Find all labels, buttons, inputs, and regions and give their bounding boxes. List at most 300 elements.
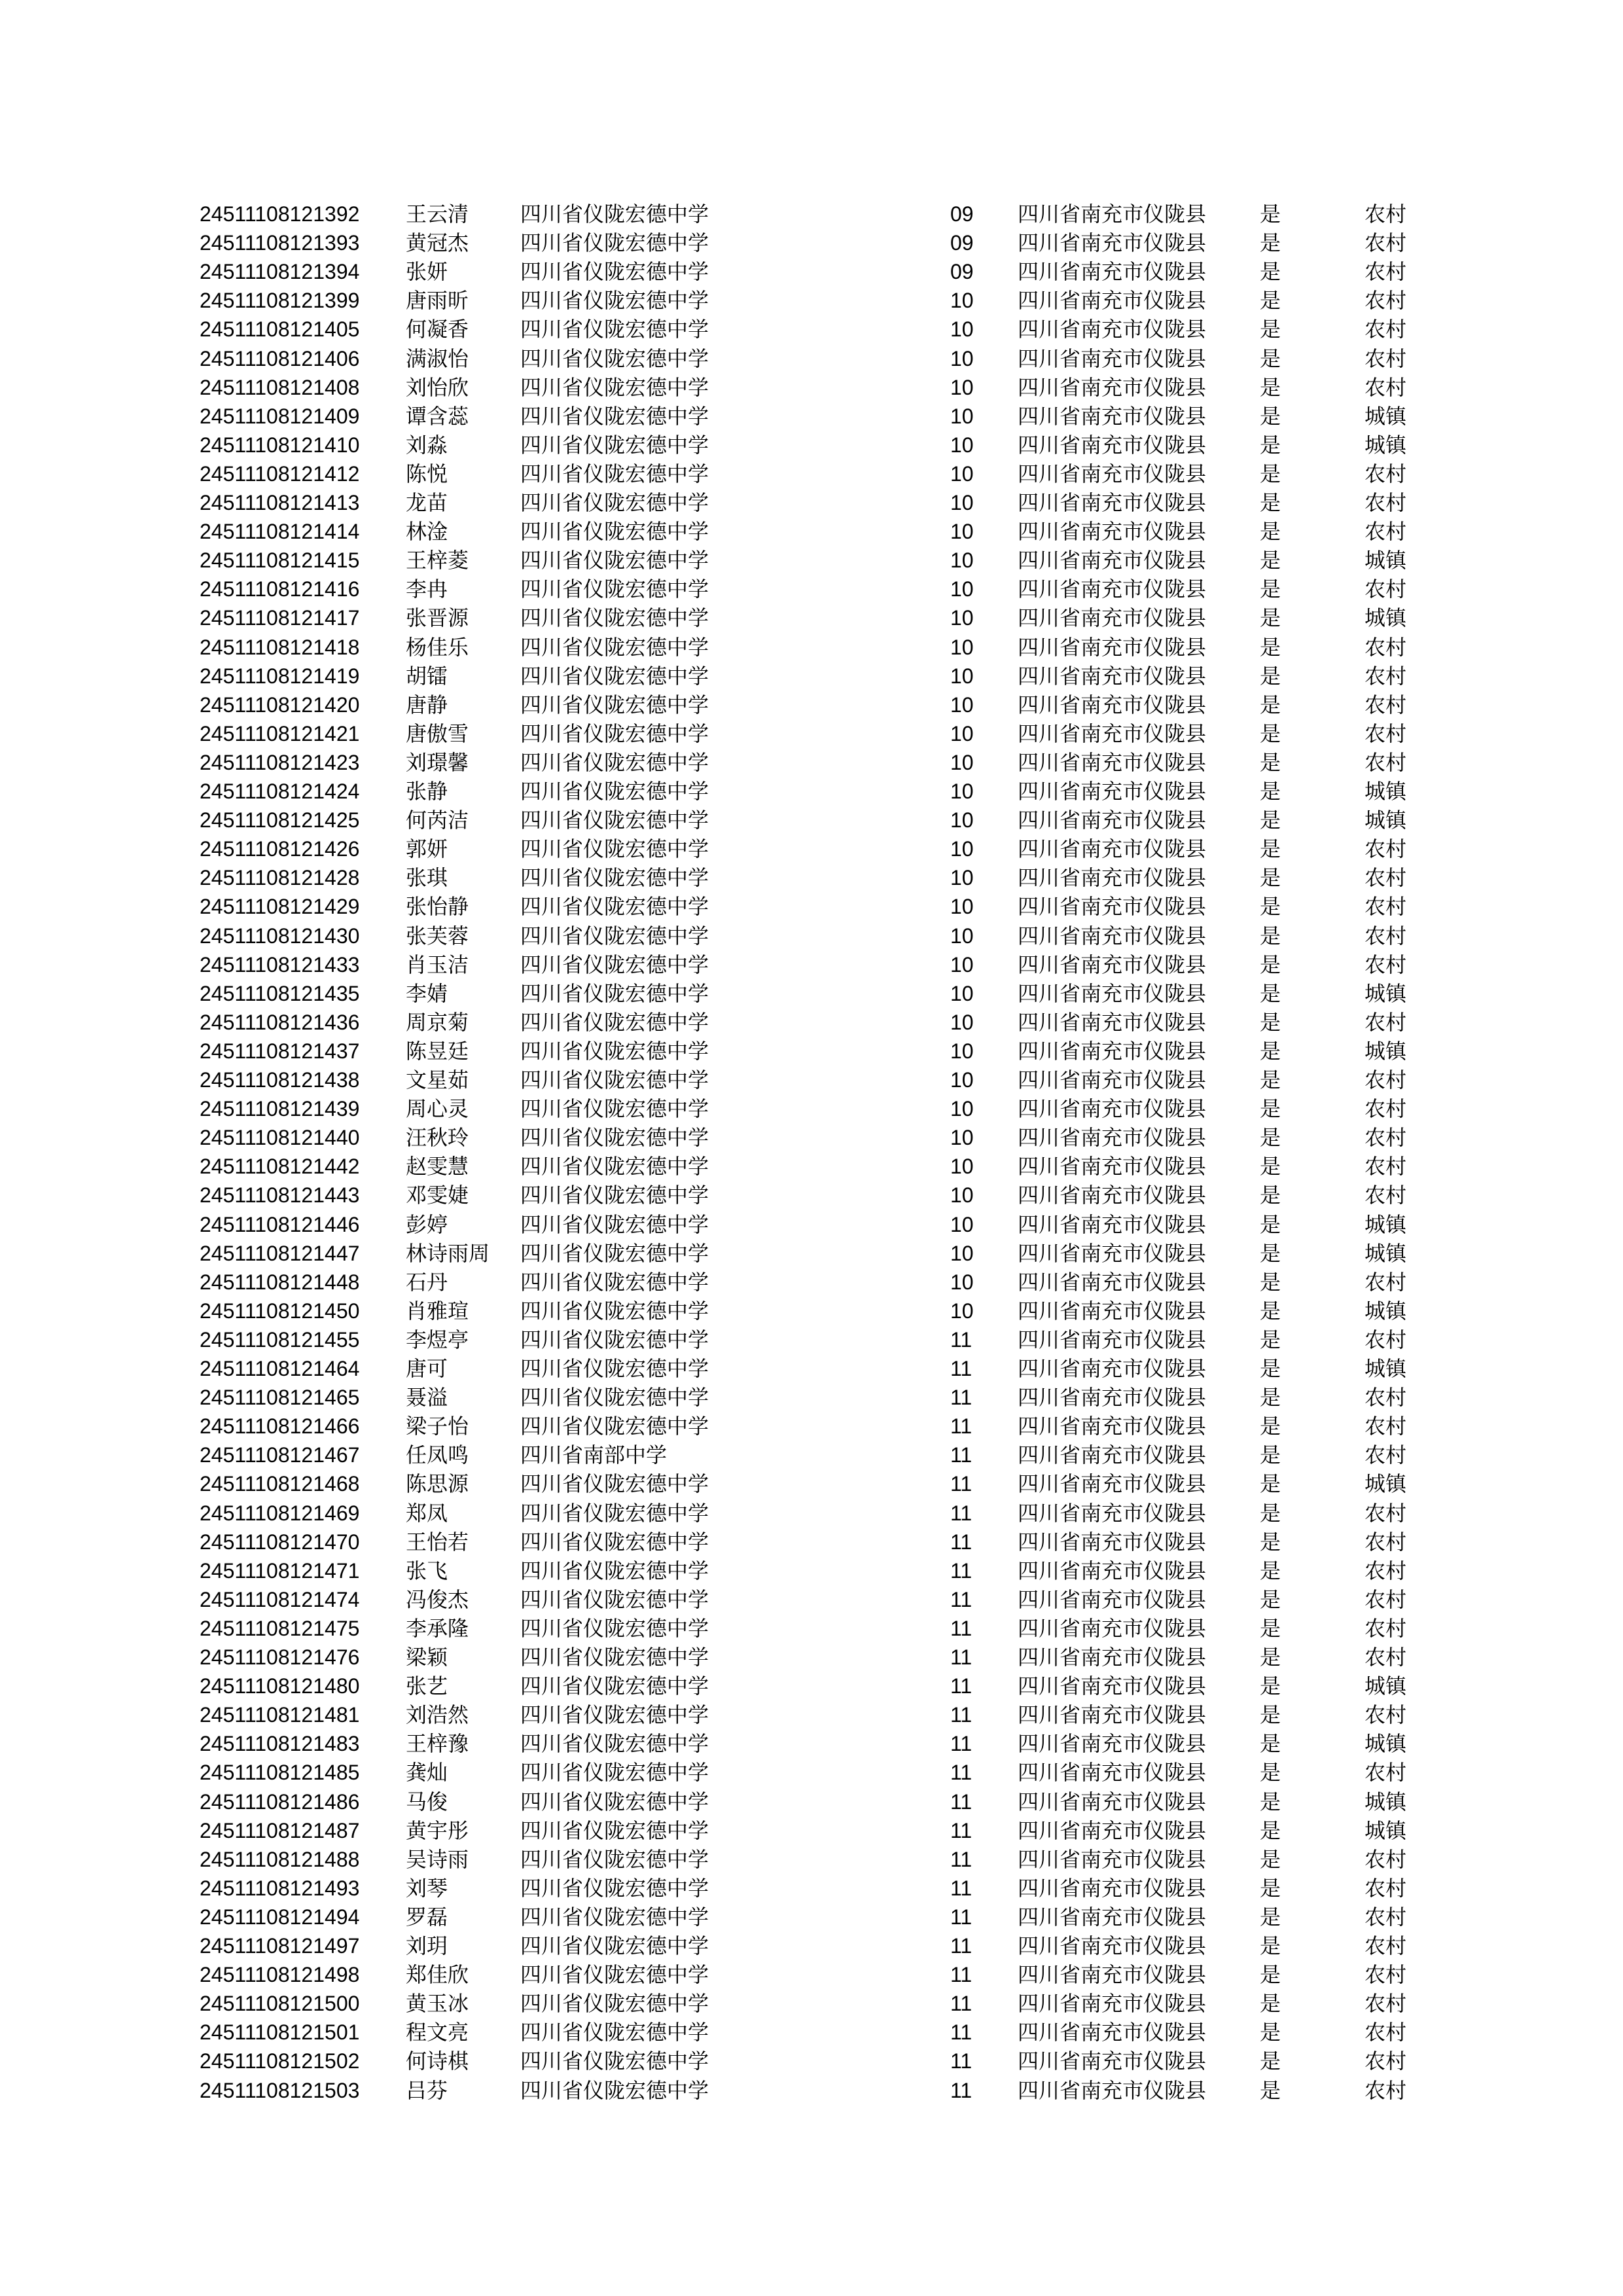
residence-type-cell: 农村 <box>1364 923 1407 948</box>
grade-cell: 10 <box>950 1155 974 1179</box>
school-cell: 四川省仪陇宏德中学 <box>520 230 709 256</box>
table-row <box>0 2047 1623 2075</box>
flag-cell: 是 <box>1260 923 1281 948</box>
table-row <box>0 1268 1623 1297</box>
table-row <box>0 1989 1623 2018</box>
residence-type-cell: 农村 <box>1364 374 1407 400</box>
school-cell: 四川省仪陇宏德中学 <box>520 749 709 775</box>
table-row <box>0 834 1623 863</box>
flag-cell: 是 <box>1260 1587 1281 1612</box>
student-name-cell: 石丹 <box>406 1269 448 1295</box>
region-cell: 四川省南充市仪陇县 <box>1018 1067 1207 1092</box>
student-id-cell: 24511108121423 <box>200 750 360 774</box>
student-name-cell: 杨佳乐 <box>406 634 469 660</box>
grade-cell: 10 <box>950 346 974 370</box>
table-row <box>0 979 1623 1008</box>
student-name-cell: 唐可 <box>406 1356 448 1381</box>
grade-cell: 09 <box>950 260 974 284</box>
student-id-cell: 24511108121439 <box>200 1097 360 1121</box>
region-cell: 四川省南充市仪陇县 <box>1018 403 1207 429</box>
residence-type-cell: 农村 <box>1364 1587 1407 1612</box>
student-name-cell: 周京菊 <box>406 1009 469 1035</box>
flag-cell: 是 <box>1260 1875 1281 1901</box>
table-row <box>0 1614 1623 1643</box>
student-name-cell: 赵雯慧 <box>406 1154 469 1179</box>
student-name-cell: 郭妍 <box>406 836 448 862</box>
region-cell: 四川省南充市仪陇县 <box>1018 894 1207 920</box>
school-cell: 四川省仪陇宏德中学 <box>520 692 709 717</box>
student-id-cell: 24511108121435 <box>200 981 360 1005</box>
school-cell: 四川省仪陇宏德中学 <box>520 1875 709 1901</box>
school-cell: 四川省仪陇宏德中学 <box>520 1298 709 1323</box>
table-row <box>0 286 1623 315</box>
grade-cell: 11 <box>950 1414 972 1439</box>
student-id-cell: 24511108121465 <box>200 1386 360 1410</box>
flag-cell: 是 <box>1260 808 1281 833</box>
region-cell: 四川省南充市仪陇县 <box>1018 634 1207 660</box>
grade-cell: 11 <box>950 1789 972 1814</box>
student-name-cell: 刘玥 <box>406 1933 448 1958</box>
student-name-cell: 罗磊 <box>406 1904 448 1929</box>
residence-type-cell: 农村 <box>1364 1529 1407 1554</box>
student-name-cell: 陈思源 <box>406 1471 469 1497</box>
residence-type-cell: 城镇 <box>1364 605 1407 631</box>
school-cell: 四川省仪陇宏德中学 <box>520 1529 709 1554</box>
table-row <box>0 1152 1623 1181</box>
residence-type-cell: 城镇 <box>1364 808 1407 833</box>
region-cell: 四川省南充市仪陇县 <box>1018 980 1207 1006</box>
grade-cell: 11 <box>950 1501 972 1525</box>
student-name-cell: 满淑怡 <box>406 346 469 371</box>
flag-cell: 是 <box>1260 230 1281 256</box>
student-name-cell: 李婧 <box>406 980 448 1006</box>
table-row <box>0 1037 1623 1066</box>
residence-type-cell: 城镇 <box>1364 980 1407 1006</box>
student-name-cell: 张晋源 <box>406 605 469 631</box>
table-row <box>0 806 1623 834</box>
residence-type-cell: 农村 <box>1364 721 1407 746</box>
residence-type-cell: 农村 <box>1364 2020 1407 2045</box>
flag-cell: 是 <box>1260 490 1281 515</box>
table-row <box>0 1325 1623 1354</box>
student-name-cell: 彭婷 <box>406 1211 448 1237</box>
student-name-cell: 张怡静 <box>406 894 469 920</box>
residence-type-cell: 农村 <box>1364 230 1407 256</box>
school-cell: 四川省仪陇宏德中学 <box>520 1904 709 1929</box>
flag-cell: 是 <box>1260 1702 1281 1728</box>
residence-type-cell: 城镇 <box>1364 779 1407 804</box>
table-row <box>0 863 1623 892</box>
flag-cell: 是 <box>1260 663 1281 689</box>
region-cell: 四川省南充市仪陇县 <box>1018 317 1207 342</box>
student-name-cell: 任凤鸣 <box>406 1443 469 1468</box>
table-row <box>0 1094 1623 1123</box>
school-cell: 四川省仪陇宏德中学 <box>520 865 709 891</box>
residence-type-cell: 农村 <box>1364 634 1407 660</box>
table-row <box>0 373 1623 402</box>
school-cell: 四川省仪陇宏德中学 <box>520 779 709 804</box>
residence-type-cell: 农村 <box>1364 202 1407 226</box>
table-row <box>0 633 1623 662</box>
student-id-cell: 24511108121425 <box>200 808 360 833</box>
student-id-cell: 24511108121500 <box>200 1992 360 2016</box>
region-cell: 四川省南充市仪陇县 <box>1018 374 1207 400</box>
flag-cell: 是 <box>1260 1067 1281 1092</box>
grade-cell: 10 <box>950 461 974 486</box>
residence-type-cell: 农村 <box>1364 259 1407 285</box>
residence-type-cell: 城镇 <box>1364 1731 1407 1757</box>
residence-type-cell: 农村 <box>1364 749 1407 775</box>
student-name-cell: 程文亮 <box>406 2020 469 2045</box>
residence-type-cell: 农村 <box>1364 490 1407 515</box>
student-name-cell: 林诗雨周 <box>406 1240 490 1266</box>
student-name-cell: 张静 <box>406 779 448 804</box>
grade-cell: 11 <box>950 1847 972 1871</box>
student-id-cell: 24511108121503 <box>200 2078 360 2102</box>
grade-cell: 11 <box>950 1876 972 1900</box>
student-id-cell: 24511108121418 <box>200 635 360 659</box>
grade-cell: 10 <box>950 1039 974 1063</box>
region-cell: 四川省南充市仪陇县 <box>1018 1818 1207 1843</box>
grade-cell: 11 <box>950 1905 972 1929</box>
school-cell: 四川省仪陇宏德中学 <box>520 1674 709 1699</box>
residence-type-cell: 农村 <box>1364 894 1407 920</box>
school-cell: 四川省仪陇宏德中学 <box>520 2020 709 2045</box>
school-cell: 四川省仪陇宏德中学 <box>520 2049 709 2074</box>
table-row <box>0 228 1623 257</box>
student-name-cell: 刘淼 <box>406 432 448 457</box>
residence-type-cell: 农村 <box>1364 1500 1407 1526</box>
student-id-cell: 24511108121419 <box>200 664 360 688</box>
table-row <box>0 719 1623 748</box>
table-row <box>0 1066 1623 1094</box>
student-id-cell: 24511108121430 <box>200 924 360 948</box>
grade-cell: 10 <box>950 317 974 342</box>
region-cell: 四川省南充市仪陇县 <box>1018 1385 1207 1410</box>
school-cell: 四川省仪陇宏德中学 <box>520 894 709 920</box>
school-cell: 四川省仪陇宏德中学 <box>520 374 709 400</box>
residence-type-cell: 农村 <box>1364 692 1407 717</box>
grade-cell: 10 <box>950 548 974 573</box>
flag-cell: 是 <box>1260 634 1281 660</box>
grade-cell: 10 <box>950 491 974 514</box>
table-row <box>0 1787 1623 1816</box>
school-cell: 四川省仪陇宏德中学 <box>520 923 709 948</box>
student-name-cell: 唐雨昕 <box>406 288 469 314</box>
student-id-cell: 24511108121476 <box>200 1645 360 1669</box>
grade-cell: 11 <box>950 1963 972 1987</box>
table-row <box>0 459 1623 488</box>
residence-type-cell: 农村 <box>1364 2049 1407 2074</box>
region-cell: 四川省南充市仪陇县 <box>1018 1760 1207 1785</box>
student-name-cell: 张妍 <box>406 259 448 285</box>
flag-cell: 是 <box>1260 346 1281 371</box>
grade-cell: 10 <box>950 635 974 659</box>
residence-type-cell: 城镇 <box>1364 1818 1407 1843</box>
flag-cell: 是 <box>1260 894 1281 920</box>
grade-cell: 10 <box>950 577 974 601</box>
grade-cell: 10 <box>950 433 974 457</box>
region-cell: 四川省南充市仪陇县 <box>1018 1443 1207 1468</box>
school-cell: 四川省仪陇宏德中学 <box>520 288 709 314</box>
student-id-cell: 24511108121443 <box>200 1183 360 1208</box>
flag-cell: 是 <box>1260 1443 1281 1468</box>
table-row <box>0 1931 1623 1960</box>
grade-cell: 10 <box>950 895 974 919</box>
flag-cell: 是 <box>1260 1846 1281 1872</box>
school-cell: 四川省仪陇宏德中学 <box>520 808 709 833</box>
student-id-cell: 24511108121412 <box>200 461 360 486</box>
student-id-cell: 24511108121413 <box>200 491 360 514</box>
student-name-cell: 王梓豫 <box>406 1731 469 1757</box>
table-row <box>0 1239 1623 1268</box>
table-row <box>0 1672 1623 1700</box>
school-cell: 四川省仪陇宏德中学 <box>520 1731 709 1757</box>
student-name-cell: 黄玉冰 <box>406 1991 469 2017</box>
student-name-cell: 张飞 <box>406 1558 448 1583</box>
region-cell: 四川省南充市仪陇县 <box>1018 692 1207 717</box>
student-name-cell: 张艺 <box>406 1674 448 1699</box>
school-cell: 四川省仪陇宏德中学 <box>520 1385 709 1410</box>
table-row <box>0 1556 1623 1585</box>
grade-cell: 09 <box>950 231 974 255</box>
flag-cell: 是 <box>1260 1211 1281 1237</box>
school-cell: 四川省仪陇宏德中学 <box>520 259 709 285</box>
school-cell: 四川省仪陇宏德中学 <box>520 1154 709 1179</box>
grade-cell: 10 <box>950 289 974 313</box>
region-cell: 四川省南充市仪陇县 <box>1018 865 1207 891</box>
flag-cell: 是 <box>1260 577 1281 602</box>
school-cell: 四川省仪陇宏德中学 <box>520 1240 709 1266</box>
table-row <box>0 950 1623 979</box>
table-row <box>0 1181 1623 1210</box>
grade-cell: 10 <box>950 1183 974 1208</box>
student-name-cell: 唐傲雪 <box>406 721 469 746</box>
student-id-cell: 24511108121494 <box>200 1905 360 1929</box>
residence-type-cell: 城镇 <box>1364 1471 1407 1497</box>
grade-cell: 10 <box>950 520 974 544</box>
region-cell: 四川省南充市仪陇县 <box>1018 2020 1207 2045</box>
student-id-cell: 24511108121497 <box>200 1934 360 1958</box>
residence-type-cell: 农村 <box>1364 1702 1407 1728</box>
grade-cell: 10 <box>950 780 974 803</box>
flag-cell: 是 <box>1260 1760 1281 1785</box>
flag-cell: 是 <box>1260 317 1281 342</box>
flag-cell: 是 <box>1260 2020 1281 2045</box>
grade-cell: 11 <box>950 1386 972 1410</box>
flag-cell: 是 <box>1260 779 1281 804</box>
school-cell: 四川省仪陇宏德中学 <box>520 461 709 486</box>
table-row <box>0 1412 1623 1441</box>
student-id-cell: 24511108121486 <box>200 1789 360 1814</box>
student-name-cell: 李冉 <box>406 577 448 602</box>
student-id-cell: 24511108121417 <box>200 606 360 630</box>
school-cell: 四川省仪陇宏德中学 <box>520 634 709 660</box>
student-id-cell: 24511108121429 <box>200 895 360 919</box>
region-cell: 四川省南充市仪陇县 <box>1018 259 1207 285</box>
student-id-cell: 24511108121493 <box>200 1876 360 1900</box>
school-cell: 四川省仪陇宏德中学 <box>520 1558 709 1583</box>
school-cell: 四川省仪陇宏德中学 <box>520 346 709 371</box>
student-name-cell: 肖雅瑄 <box>406 1298 469 1323</box>
flag-cell: 是 <box>1260 1009 1281 1035</box>
flag-cell: 是 <box>1260 605 1281 631</box>
residence-type-cell: 城镇 <box>1364 548 1407 573</box>
region-cell: 四川省南充市仪陇县 <box>1018 461 1207 486</box>
student-name-cell: 黄冠杰 <box>406 230 469 256</box>
region-cell: 四川省南充市仪陇县 <box>1018 2077 1207 2103</box>
region-cell: 四川省南充市仪陇县 <box>1018 1587 1207 1612</box>
table-row <box>0 1210 1623 1239</box>
region-cell: 四川省南充市仪陇县 <box>1018 202 1207 226</box>
residence-type-cell: 农村 <box>1364 577 1407 602</box>
table-row <box>0 1816 1623 1845</box>
table-row <box>0 344 1623 373</box>
region-cell: 四川省南充市仪陇县 <box>1018 1529 1207 1554</box>
residence-type-cell: 农村 <box>1364 2077 1407 2103</box>
residence-type-cell: 农村 <box>1364 519 1407 545</box>
residence-type-cell: 农村 <box>1364 1067 1407 1092</box>
student-name-cell: 郑凤 <box>406 1500 448 1526</box>
grade-cell: 11 <box>950 2020 972 2045</box>
student-id-cell: 24511108121446 <box>200 1212 360 1236</box>
flag-cell: 是 <box>1260 461 1281 486</box>
student-name-cell: 郑佳欣 <box>406 1962 469 1988</box>
flag-cell: 是 <box>1260 1818 1281 1843</box>
student-name-cell: 吕芬 <box>406 2077 448 2103</box>
residence-type-cell: 农村 <box>1364 1183 1407 1208</box>
flag-cell: 是 <box>1260 1125 1281 1151</box>
student-id-cell: 24511108121468 <box>200 1472 360 1496</box>
flag-cell: 是 <box>1260 1615 1281 1641</box>
student-id-cell: 24511108121424 <box>200 780 360 803</box>
student-name-cell: 王梓菱 <box>406 548 469 573</box>
residence-type-cell: 农村 <box>1364 1875 1407 1901</box>
grade-cell: 11 <box>950 1472 972 1496</box>
student-id-cell: 24511108121470 <box>200 1530 360 1554</box>
student-id-cell: 24511108121438 <box>200 1068 360 1092</box>
student-name-cell: 谭含蕊 <box>406 403 469 429</box>
student-id-cell: 24511108121421 <box>200 721 360 745</box>
flag-cell: 是 <box>1260 1789 1281 1814</box>
region-cell: 四川省南充市仪陇县 <box>1018 1211 1207 1237</box>
residence-type-cell: 农村 <box>1364 865 1407 891</box>
residence-type-cell: 城镇 <box>1364 1298 1407 1323</box>
school-cell: 四川省仪陇宏德中学 <box>520 1356 709 1381</box>
flag-cell: 是 <box>1260 1933 1281 1958</box>
student-name-cell: 聂溢 <box>406 1385 448 1410</box>
school-cell: 四川省仪陇宏德中学 <box>520 980 709 1006</box>
student-name-cell: 黄宇彤 <box>406 1818 469 1843</box>
flag-cell: 是 <box>1260 1385 1281 1410</box>
school-cell: 四川省仪陇宏德中学 <box>520 519 709 545</box>
school-cell: 四川省仪陇宏德中学 <box>520 1615 709 1641</box>
student-id-cell: 24511108121409 <box>200 404 360 428</box>
table-row <box>0 1528 1623 1556</box>
school-cell: 四川省仪陇宏德中学 <box>520 1962 709 1988</box>
region-cell: 四川省南充市仪陇县 <box>1018 952 1207 977</box>
student-id-cell: 24511108121394 <box>200 260 360 284</box>
student-id-cell: 24511108121487 <box>200 1818 360 1842</box>
region-cell: 四川省南充市仪陇县 <box>1018 1038 1207 1064</box>
grade-cell: 10 <box>950 750 974 774</box>
region-cell: 四川省南充市仪陇县 <box>1018 749 1207 775</box>
table-row <box>0 431 1623 459</box>
region-cell: 四川省南充市仪陇县 <box>1018 1933 1207 1958</box>
residence-type-cell: 农村 <box>1364 952 1407 977</box>
region-cell: 四川省南充市仪陇县 <box>1018 1298 1207 1323</box>
flag-cell: 是 <box>1260 865 1281 891</box>
region-cell: 四川省南充市仪陇县 <box>1018 519 1207 545</box>
student-name-cell: 何诗棋 <box>406 2049 469 2074</box>
residence-type-cell: 农村 <box>1364 1385 1407 1410</box>
student-name-cell: 肖玉洁 <box>406 952 469 977</box>
region-cell: 四川省南充市仪陇县 <box>1018 490 1207 515</box>
table-row <box>0 1441 1623 1469</box>
school-cell: 四川省仪陇宏德中学 <box>520 202 709 226</box>
residence-type-cell: 农村 <box>1364 346 1407 371</box>
student-name-cell: 龚灿 <box>406 1760 448 1785</box>
student-name-cell: 张芙蓉 <box>406 923 469 948</box>
residence-type-cell: 农村 <box>1364 1009 1407 1035</box>
school-cell: 四川省仪陇宏德中学 <box>520 1760 709 1785</box>
grade-cell: 10 <box>950 375 974 399</box>
table-row <box>0 1585 1623 1614</box>
grade-cell: 10 <box>950 837 974 861</box>
residence-type-cell: 农村 <box>1364 1096 1407 1122</box>
region-cell: 四川省南充市仪陇县 <box>1018 548 1207 573</box>
student-id-cell: 24511108121416 <box>200 577 360 601</box>
residence-type-cell: 城镇 <box>1364 1038 1407 1064</box>
flag-cell: 是 <box>1260 432 1281 457</box>
flag-cell: 是 <box>1260 1327 1281 1352</box>
student-id-cell: 24511108121450 <box>200 1299 360 1323</box>
grade-cell: 10 <box>950 866 974 890</box>
flag-cell: 是 <box>1260 1731 1281 1757</box>
school-cell: 四川省仪陇宏德中学 <box>520 1645 709 1670</box>
student-id-cell: 24511108121436 <box>200 1010 360 1034</box>
region-cell: 四川省南充市仪陇县 <box>1018 605 1207 631</box>
table-row <box>0 748 1623 777</box>
grade-cell: 11 <box>950 1587 972 1611</box>
table-row <box>0 922 1623 950</box>
flag-cell: 是 <box>1260 374 1281 400</box>
grade-cell: 11 <box>950 1558 972 1583</box>
student-id-cell: 24511108121414 <box>200 520 360 544</box>
residence-type-cell: 农村 <box>1364 663 1407 689</box>
table-row <box>0 517 1623 546</box>
school-cell: 四川省仪陇宏德中学 <box>520 836 709 862</box>
school-cell: 四川省仪陇宏德中学 <box>520 1818 709 1843</box>
residence-type-cell: 农村 <box>1364 1327 1407 1352</box>
school-cell: 四川省仪陇宏德中学 <box>520 548 709 573</box>
student-id-cell: 24511108121442 <box>200 1155 360 1179</box>
region-cell: 四川省南充市仪陇县 <box>1018 1154 1207 1179</box>
school-cell: 四川省仪陇宏德中学 <box>520 1269 709 1295</box>
residence-type-cell: 农村 <box>1364 1269 1407 1295</box>
table-row <box>0 691 1623 719</box>
table-row <box>0 1729 1623 1758</box>
flag-cell: 是 <box>1260 1269 1281 1295</box>
residence-type-cell: 城镇 <box>1364 1674 1407 1699</box>
grade-cell: 11 <box>950 1357 972 1380</box>
table-row <box>0 1845 1623 1874</box>
residence-type-cell: 农村 <box>1364 317 1407 342</box>
student-id-cell: 24511108121501 <box>200 2020 360 2045</box>
residence-type-cell: 农村 <box>1364 461 1407 486</box>
student-id-cell: 24511108121437 <box>200 1039 360 1063</box>
flag-cell: 是 <box>1260 1471 1281 1497</box>
